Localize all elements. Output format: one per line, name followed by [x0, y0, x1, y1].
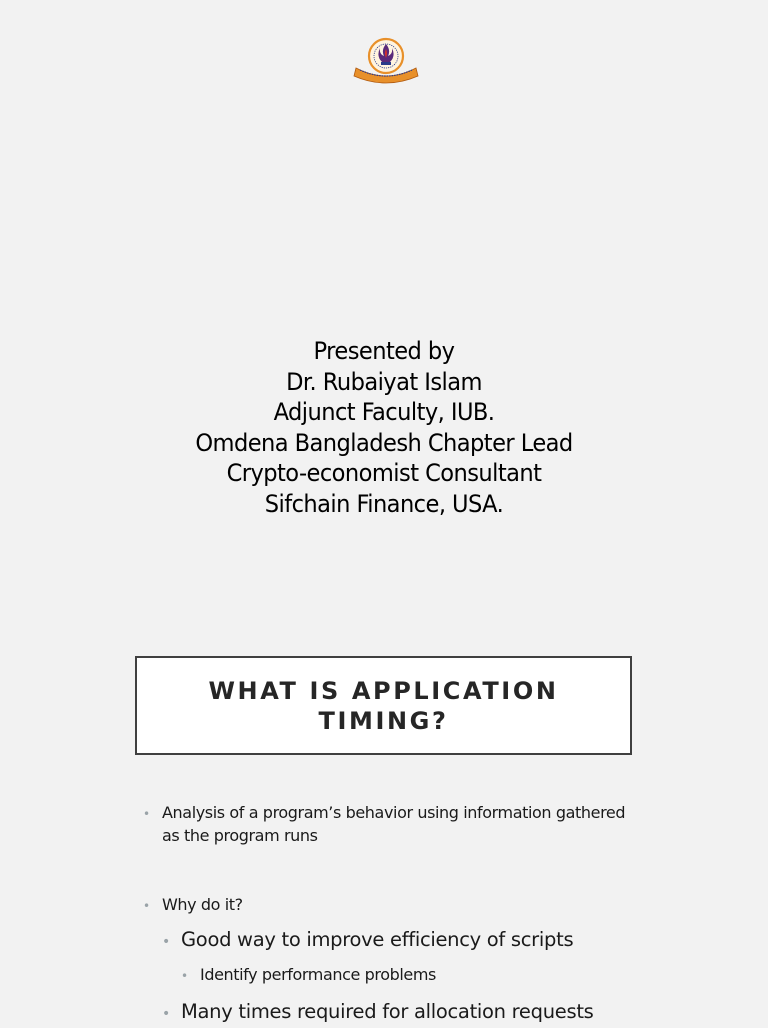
section-title-line-1: WHAT IS APPLICATION	[208, 676, 559, 705]
bullet-item-2	[143, 893, 643, 916]
presenter-line-2: Dr. Rubaiyat Islam	[286, 367, 482, 396]
bullet-dot-icon: •	[162, 1006, 170, 1022]
presenter-line-1: Presented by	[313, 337, 455, 365]
bullet-dot-icon: •	[162, 934, 170, 950]
bullet-text: Good way to improve efficiency of scripts	[181, 928, 574, 951]
section-title-box	[135, 656, 632, 755]
bullet-text: Many times required for allocation requests	[181, 1000, 594, 1023]
bullet-dot-icon: •	[143, 807, 150, 821]
sub-sub-bullet-item-1	[181, 963, 681, 986]
bullet-dot-icon: •	[143, 899, 150, 913]
university-crest-icon	[352, 34, 420, 86]
section-title-line-2: TIMING?	[318, 706, 449, 735]
presenter-info	[23, 336, 745, 520]
presenter-line-3: Adjunct Faculty, IUB.	[273, 398, 495, 427]
sub-bullet-item-1	[162, 926, 662, 953]
sub-bullet-item-2	[162, 998, 662, 1025]
presenter-line-4: Omdena Bangladesh Chapter Lead	[195, 428, 573, 457]
bullet-text: Analysis of a program’s behavior using information gathered as the program runs	[162, 803, 626, 845]
presenter-line-5: Crypto-economist Consultant	[226, 459, 542, 488]
bullet-text: Identify performance problems	[200, 965, 436, 984]
bullet-item-1	[143, 801, 643, 847]
bullet-text: Why do it?	[162, 895, 243, 914]
presenter-line-6: Sifchain Finance, USA.	[264, 489, 504, 518]
bullet-dot-icon: •	[181, 969, 188, 983]
university-logo	[352, 34, 420, 86]
